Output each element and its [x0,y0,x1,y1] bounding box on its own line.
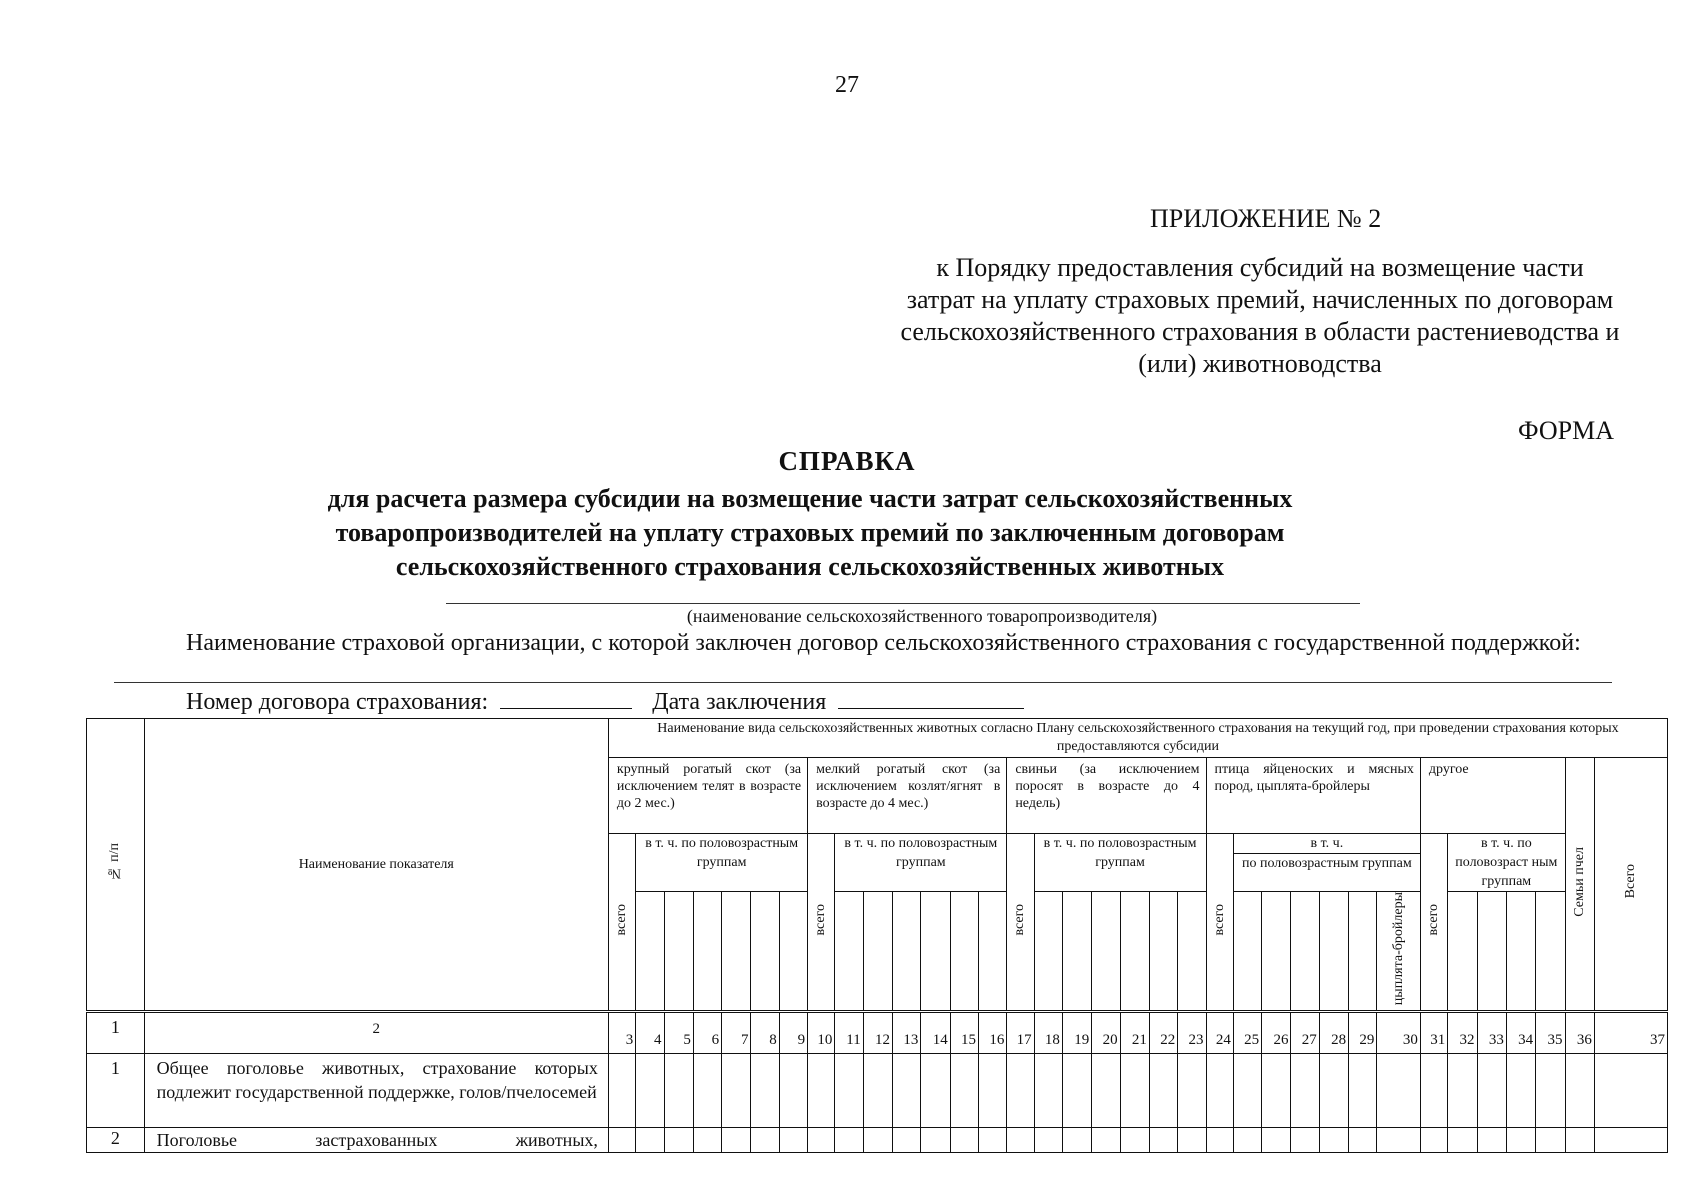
row-number: 1 [87,1054,145,1128]
form-label: ФОРМА [1518,416,1614,445]
column-number-22: 22 [1149,1012,1177,1054]
contract-row [186,688,1024,716]
column-number-33: 33 [1477,1012,1506,1054]
table-row [87,1054,1668,1128]
column-number-8: 8 [751,1012,779,1054]
small-total-header: всего [808,834,835,1012]
column-number-4: 4 [636,1012,664,1054]
column-number-10: 10 [808,1012,835,1054]
cattle-total-header: всего [608,834,635,1012]
column-number-5: 5 [664,1012,693,1054]
small-age-groups-header: в т. ч. по половозрастным группам [835,834,1007,892]
pigs-total-header: всего [1007,834,1034,1012]
column-number-25: 25 [1233,1012,1261,1054]
column-number-1: 1 [87,1012,145,1054]
appendix-title: ПРИЛОЖЕНИЕ № 2 [1150,204,1382,233]
animal-types-header: Наименование вида сельскохозяйственных животных согласно Плану сельскохозяйственного страхования на текущий год, при проведении страхования которых предоставляются субсидии [608,719,1667,758]
column-number-6: 6 [693,1012,721,1054]
column-number-3: 3 [608,1012,635,1054]
column-number-19: 19 [1062,1012,1091,1054]
column-number-29: 29 [1349,1012,1377,1054]
poultry-including-header: в т. ч. по половозрастным группам [1233,834,1420,892]
bee-colonies-header: Семьи пчел [1565,758,1594,1012]
column-number-28: 28 [1319,1012,1348,1054]
insurer-label: Наименование страховой организации, с которой заключен договор сельскохозяйственного страхования с государственной поддержкой: [186,630,1581,656]
grand-total-header: Всего [1594,758,1667,1012]
row-label: Поголовье застрахованных животных, [144,1128,608,1153]
column-number-11: 11 [835,1012,863,1054]
document-subtitle: для расчета размера субсидии на возмещение части затрат сельскохозяйственных товаропроизводителей на уплату страховых премий по заключенным договорам сельскохозяйственного страхования сельскохозяйственных животных [327,484,1293,581]
column-number-31: 31 [1420,1012,1447,1054]
column-number-24: 24 [1206,1012,1233,1054]
cattle-age-groups-header: в т. ч. по половозрастным группам [636,834,808,892]
column-number-7: 7 [722,1012,751,1054]
poultry-total-header: всего [1206,834,1233,1012]
other-age-groups-header: в т. ч. по половозраст ным группам [1448,834,1565,892]
row-label: Общее поголовье животных, страхование которых подлежит государственной поддержке, голов/пчелосемей [144,1054,608,1128]
insurer-name-line[interactable] [114,682,1612,683]
column-number-16: 16 [979,1012,1007,1054]
column-number-18: 18 [1034,1012,1062,1054]
column-number-15: 15 [950,1012,978,1054]
group-pigs: свиньи (за исключением поросят в возрасте до 4 недель) [1007,758,1206,834]
row-number: 2 [87,1128,145,1153]
column-number-37: 37 [1594,1012,1667,1054]
producer-name-line[interactable] [446,603,1360,604]
column-number-20: 20 [1092,1012,1120,1054]
column-number-9: 9 [779,1012,807,1054]
col-indicator-header: Наименование показателя [144,719,608,1012]
column-number-21: 21 [1120,1012,1149,1054]
column-number-36: 36 [1565,1012,1594,1054]
column-number-2: 2 [144,1012,608,1054]
col-num-header: № п/п [87,719,145,1012]
contract-date-field[interactable] [838,688,1024,709]
column-number-12: 12 [863,1012,892,1054]
column-number-34: 34 [1506,1012,1535,1054]
group-other: другое [1420,758,1565,834]
table-row [87,1128,1668,1153]
contract-date-label: Дата заключения [652,689,827,715]
column-number-14: 14 [921,1012,950,1054]
group-poultry: птица яйценоских и мясных пород, цыплята-бройлеры [1206,758,1420,834]
page-number: 27 [835,72,859,98]
appendix-subtitle: к Порядку предоставления субсидий на возмещение части затрат на уплату страховых премий, начисленных по договорам сельскохозяйственного страхования в области растениеводства и (или) животноводства [900,253,1620,378]
contract-number-label: Номер договора страхования: [186,689,489,715]
column-numbers-row [87,1012,1668,1054]
other-total-header: всего [1420,834,1447,1012]
column-number-32: 32 [1448,1012,1477,1054]
column-number-35: 35 [1536,1012,1565,1054]
group-cattle: крупный рогатый скот (за исключением телят в возрасте до 2 мес.) [608,758,807,834]
column-number-27: 27 [1291,1012,1319,1054]
column-number-17: 17 [1007,1012,1034,1054]
column-number-23: 23 [1178,1012,1206,1054]
pigs-age-groups-header: в т. ч. по половозрастным группам [1034,834,1206,892]
column-number-30: 30 [1377,1012,1420,1054]
group-small-cattle: мелкий рогатый скот (за исключением козлят/ягнят в возрасте до 4 мес.) [808,758,1007,834]
column-number-13: 13 [893,1012,921,1054]
contract-number-field[interactable] [500,688,632,709]
broilers-header: цыплята-бройлеры [1377,892,1420,1012]
subsidy-table [86,718,1668,1153]
document-title: СПРАВКА [778,446,916,476]
column-number-26: 26 [1262,1012,1291,1054]
producer-caption: (наименование сельскохозяйственного товаропроизводителя) [686,606,1158,626]
